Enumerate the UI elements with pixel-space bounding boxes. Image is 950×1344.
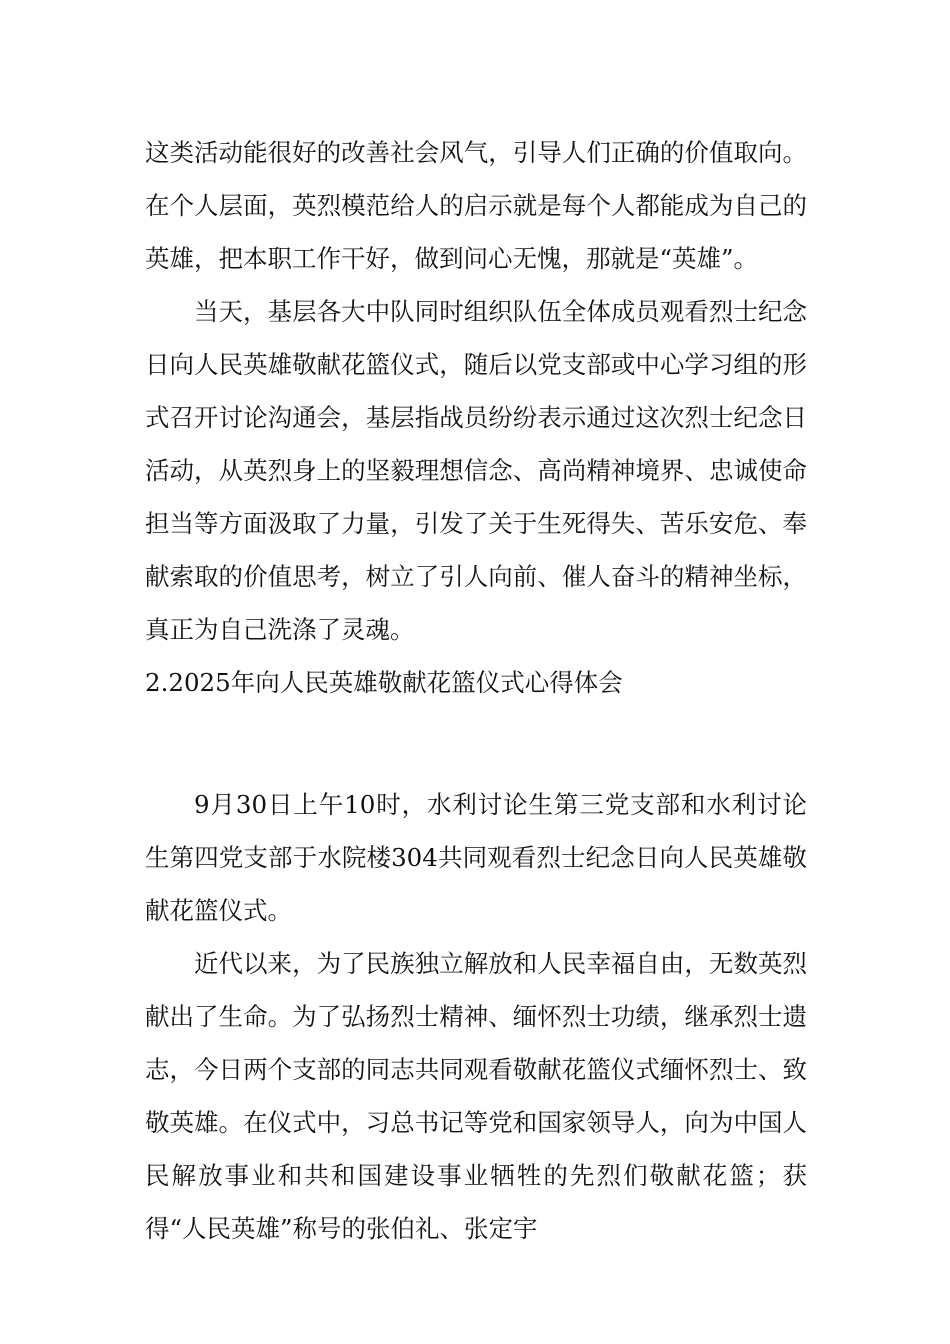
paragraph-grassroots-activity: 当天，基层各大中队同时组织队伍全体成员观看烈士纪念日向人民英雄敬献花篮仪式，随后以党支部或中心学习组的形式召开讨论沟通会，基层指战员纷纷表示通过这次烈士纪念日活动，从英烈身上的坚毅理想信念、高尚精神境界、忠诚使命担当等方面汲取了力量，引发了关于生死得失、苦乐安危、奉献索取的价值思考，树立了引人向前、催人奋斗的精神坐标，真正为自己洗涤了灵魂。: [145, 297, 807, 644]
section-heading: 2.2025年向人民英雄敬献花篮仪式心得体会: [145, 668, 623, 697]
document-body-top: [145, 126, 807, 709]
document-body-bottom: [145, 778, 807, 1255]
paragraph-event-intro: 9月30日上午10时，水利讨论生第三党支部和水利讨论生第四党支部于水院楼304共同观看烈士纪念日向人民英雄敬献花篮仪式。: [145, 790, 807, 925]
paragraph-ceremony-detail: 近代以来，为了民族独立解放和人民幸福自由，无数英烈献出了生命。为了弘扬烈士精神、缅怀烈士功绩，继承烈士遗志，今日两个支部的同志共同观看敬献花篮仪式缅怀烈士、致敬英雄。在仪式中，习总书记等党和国家领导人，向为中国人民解放事业和共和国建设事业牺牲的先烈们敬献花篮；获得“人民英雄”称号的张伯礼、张定宇: [145, 949, 807, 1243]
paragraph-continued: 这类活动能很好的改善社会风气，引导人们正确的价值取向。在个人层面，英烈模范给人的启示就是每个人都能成为自己的英雄，把本职工作干好，做到问心无愧，那就是“英雄”。: [145, 138, 807, 273]
